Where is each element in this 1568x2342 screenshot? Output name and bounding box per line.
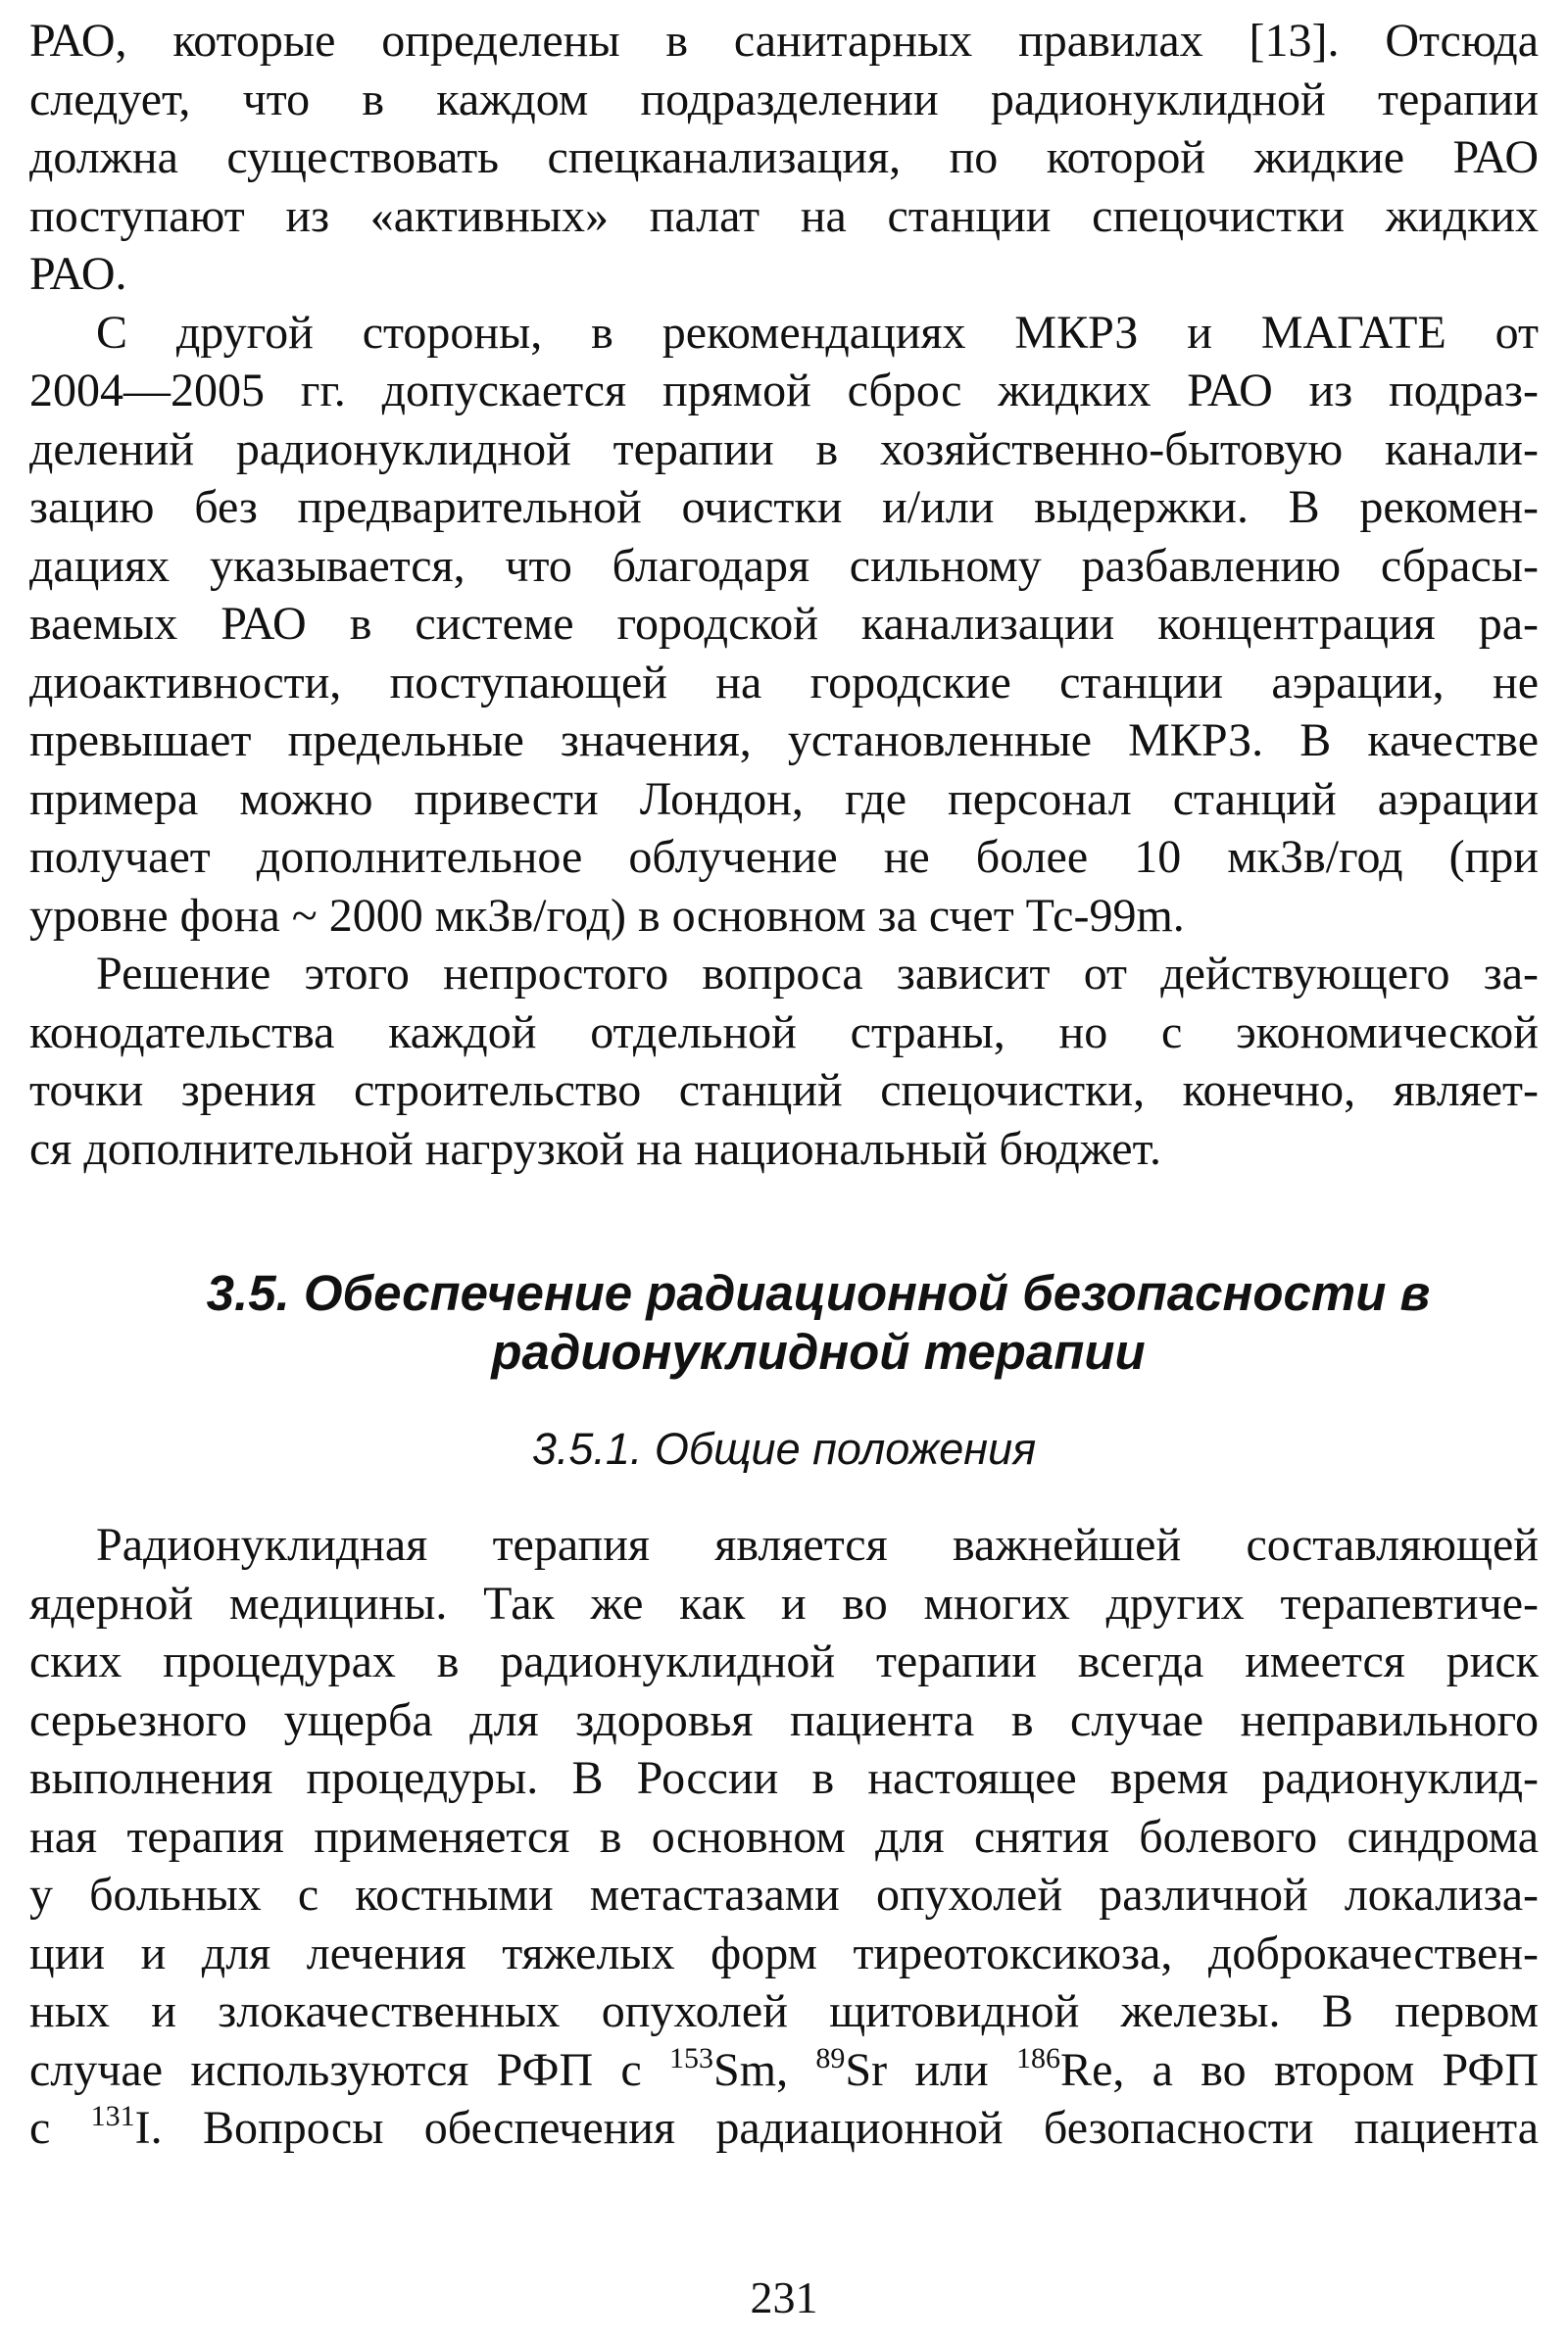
text-line: поступают из «активных» палат на станции спецочистки жидких: [29, 189, 1539, 242]
text-line: конодательства каждой отдельной страны, но с экономической: [29, 1005, 1539, 1058]
text-line: уровне фона ~ 2000 мкЗв/год) в основном за счет Тс-99m.: [29, 889, 1185, 942]
text-line: ных и злокачественных опухолей щитовидной железы. В первом: [29, 1985, 1539, 2037]
isotope-mass-number: 131: [90, 2100, 135, 2132]
paragraph-4: [29, 1516, 1539, 2158]
text-line: ваемых РАО в системе городской канализации концентрация ра-: [29, 598, 1539, 650]
text-line: Решение этого непростого вопроса зависит от действующего за-: [96, 948, 1539, 1000]
text-line: делений радионуклидной терапии в хозяйственно-бытовую канали-: [29, 422, 1539, 475]
text-line-iodine: с $^{131}$I. Вопросы обеспечения радиационной безопасности пациента: [29, 2100, 1539, 2154]
text-line: примера можно привести Лондон, где персонал станций аэрации: [29, 772, 1539, 825]
paragraph-3: [29, 945, 1539, 1178]
subsection-heading: 3.5.1. Общие положения: [531, 1424, 1037, 1474]
section-heading-line-1: 3.5. Обеспечение радиационной безопасности в: [206, 1265, 1431, 1321]
paragraph-1: [29, 12, 1539, 304]
text-line: 2004—2005 гг. допускается прямой сброс жидких РАО из подраз-: [29, 365, 1539, 416]
text-line: РАО, которые определены в санитарных правилах [13]. Отсюда: [29, 15, 1539, 67]
text-line: зацию без предварительной очистки и/или выдержки. В рекомен-: [29, 481, 1539, 533]
section-heading-line-2: радионуклидной терапии: [491, 1324, 1146, 1380]
text-line: у больных с костными метастазами опухолей различной локализа-: [29, 1869, 1539, 1921]
text-line: получает дополнительное облучение не более 10 мкЗв/год (при: [29, 831, 1539, 883]
text-line: ная терапия применяется в основном для снятия болевого синдрома: [29, 1810, 1539, 1863]
text-line: ции и для лечения тяжелых форм тиреотоксикоза, доброкачествен-: [29, 1927, 1539, 1979]
text-line: точки зрения строительство станций спецочистки, конечно, являет-: [29, 1064, 1539, 1116]
text-line: серьезного ущерба для здоровья пациента в случае неправильного: [29, 1693, 1539, 1746]
text-line-isotopes: случае используются РФП с $^{153}$Sm, $^{89}$Sr или $^{186}$Re, а во втором РФП: [29, 2041, 1539, 2096]
paragraph-2: [29, 304, 1539, 946]
text-line: выполнения процедуры. В России в настоящее время радионуклид-: [29, 1752, 1539, 1804]
section-heading: [29, 1264, 1539, 1382]
text-line: следует, что в каждом подразделении радионуклидной терапии: [29, 73, 1539, 125]
text-line: РАО.: [29, 248, 127, 300]
text-line: должна существовать спецканализация, по которой жидкие РАО: [29, 131, 1539, 183]
text-line: С другой стороны, в рекомендациях МКРЗ и МАГАТЕ от: [96, 306, 1539, 359]
text-line: превышает предельные значения, установленные МКРЗ. В качестве: [29, 714, 1539, 766]
text-line: диоактивности, поступающей на городские станции аэрации, не: [29, 656, 1539, 708]
text-line: ся дополнительной нагрузкой на национальный бюджет.: [29, 1122, 1161, 1175]
text-line: Радионуклидная терапия является важнейшей составляющей: [96, 1519, 1539, 1571]
isotope-mass-number: 153: [669, 2041, 714, 2074]
isotope-mass-number: 186: [1016, 2041, 1061, 2074]
isotope-mass-number: 89: [815, 2041, 846, 2074]
text-line: ядерной медицины. Так же как и во многих других терапевтиче-: [29, 1577, 1539, 1630]
text-line: дациях указывается, что благодаря сильному разбавлению сбрасы-: [29, 539, 1539, 592]
page-number: 231: [750, 2272, 818, 2322]
page: [29, 12, 1539, 2158]
text-line: ских процедурах в радионуклидной терапии всегда имеется риск: [29, 1635, 1539, 1687]
